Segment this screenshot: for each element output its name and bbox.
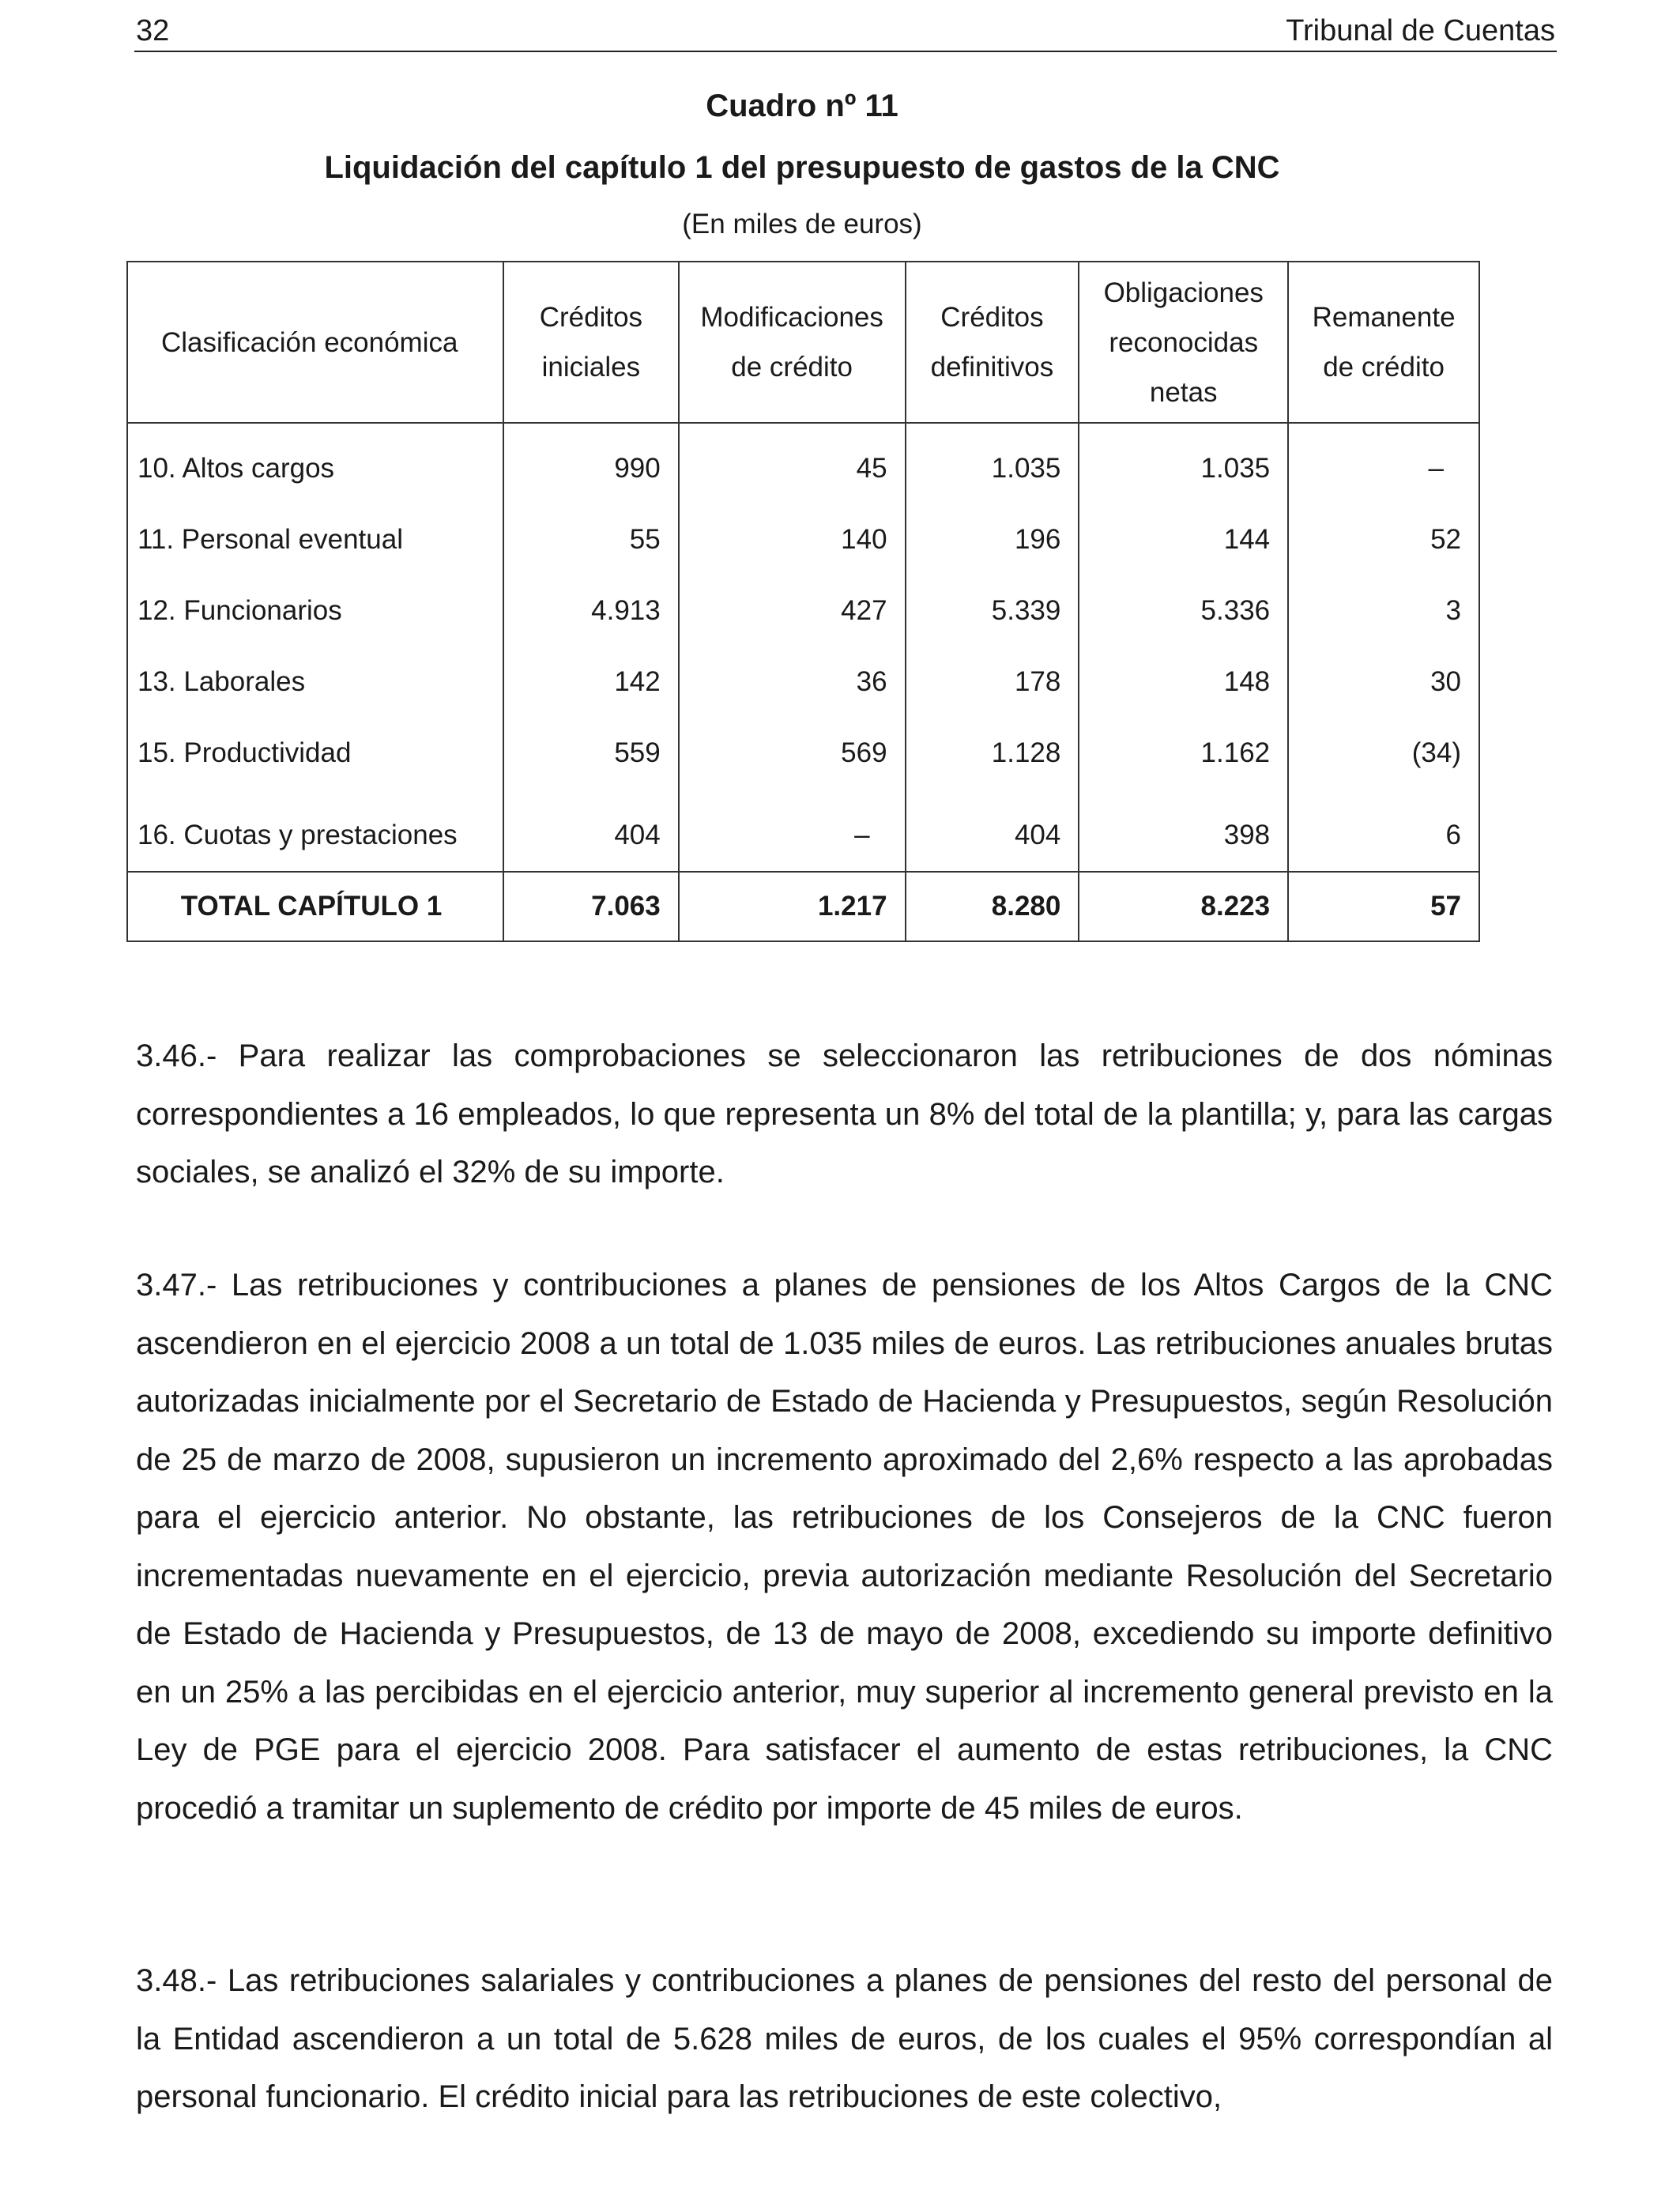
table-cell: 404 <box>503 789 679 872</box>
table-cell: 1.035 <box>1079 423 1288 504</box>
column-header: Clasificación económica <box>127 262 503 423</box>
table-cell: (34) <box>1288 718 1479 789</box>
table-cell: 178 <box>906 647 1079 718</box>
table-cell: 4.913 <box>503 575 679 647</box>
column-header: Remanente de crédito <box>1288 262 1479 423</box>
row-label: 11. Personal eventual <box>127 504 503 575</box>
page-header <box>134 11 1557 52</box>
row-label: 10. Altos cargos <box>127 423 503 504</box>
table-cell: – <box>1288 423 1479 504</box>
table-cell: 5.336 <box>1079 575 1288 647</box>
table-row <box>127 504 1479 575</box>
table-caption-unit: (En miles de euros) <box>682 209 922 239</box>
table-cell: 30 <box>1288 647 1479 718</box>
table-cell: 404 <box>906 789 1079 872</box>
column-header: Créditos iniciales <box>503 262 679 423</box>
table-cell: 1.035 <box>906 423 1079 504</box>
table-cell: 569 <box>679 718 906 789</box>
row-label: 13. Laborales <box>127 647 503 718</box>
table-cell: 559 <box>503 718 679 789</box>
page-number: 32 <box>136 14 170 47</box>
table-cell: 140 <box>679 504 906 575</box>
table-cell: 990 <box>503 423 679 504</box>
table-cell: – <box>679 789 906 872</box>
table-cell: 144 <box>1079 504 1288 575</box>
table-caption-number: Cuadro nº 11 <box>706 89 898 123</box>
table-row <box>127 718 1479 789</box>
running-title: Tribunal de Cuentas <box>1286 14 1555 47</box>
table-row <box>127 575 1479 647</box>
table-cell: 196 <box>906 504 1079 575</box>
paragraph-3-48: 3.48.- Las retribuciones salariales y contribuciones a planes de pensiones del resto del personal de la Entidad ascendieron a un total de 5.628 miles de euros, de los cuales el 95% correspondían al personal funcionario. El crédito inicial para las retribuciones de este colectivo, <box>136 1963 1553 2114</box>
table-cell: 3 <box>1288 575 1479 647</box>
table-row <box>127 647 1479 718</box>
table-cell: 1.162 <box>1079 718 1288 789</box>
paragraph-3-46: 3.46.- Para realizar las comprobaciones se seleccionaron las retribuciones de dos nóminas correspondientes a 16 empleados, lo que representa un 8% del total de la plantilla; y, para las cargas sociales, se analizó el 32% de su importe. <box>136 1039 1553 1189</box>
table-cell: 427 <box>679 575 906 647</box>
table-row <box>127 789 1479 872</box>
table-cell: 45 <box>679 423 906 504</box>
column-header: Obligaciones reconocidas netas <box>1079 262 1288 423</box>
row-label: 12. Funcionarios <box>127 575 503 647</box>
table-cell: 55 <box>503 504 679 575</box>
table-cell: 5.339 <box>906 575 1079 647</box>
table-total-row <box>127 872 1479 941</box>
table-cell: 148 <box>1079 647 1288 718</box>
table-cell: 1.128 <box>906 718 1079 789</box>
table-cell: 398 <box>1079 789 1288 872</box>
column-header: Modificaciones de crédito <box>679 262 906 423</box>
total-label: TOTAL CAPÍTULO 1 <box>127 872 503 941</box>
table-cell: 36 <box>679 647 906 718</box>
table-caption-title: Liquidación del capítulo 1 del presupuesto de gastos de la CNC <box>324 150 1280 185</box>
total-cell: 1.217 <box>679 872 906 941</box>
table-header-row <box>127 262 1479 423</box>
row-label: 15. Productividad <box>127 718 503 789</box>
total-cell: 8.223 <box>1079 872 1288 941</box>
table-cell: 6 <box>1288 789 1479 872</box>
table-cell: 142 <box>503 647 679 718</box>
paragraph-3-47: 3.47.- Las retribuciones y contribuciones a planes de pensiones de los Altos Cargos de la CNC ascendieron en el ejercicio 2008 a un total de 1.035 miles de euros. Las retribuciones anuales brutas autorizadas inicialmente por el Secretario de Estado de Hacienda y Presupuestos, según Resolución de 25 de marzo de 2008, supusieron un incremento aproximado del 2,6% respecto a las aprobadas para el ejercicio anterior. No obstante, las retribuciones de los Consejeros de la CNC fueron incrementadas nuevamente en el ejercicio, previa autorización mediante Resolución del Secretario de Estado de Hacienda y Presupuestos, de 13 de mayo de 2008, excediendo su importe definitivo en un 25% a las percibidas en el ejercicio anterior, muy superior al incremento general previsto en la Ley de PGE para el ejercicio 2008. Para satisfacer el aumento de estas retribuciones, la CNC procedió a tramitar un suplemento de crédito por importe de 45 miles de euros. <box>136 1268 1553 1826</box>
budget-table <box>126 261 1480 942</box>
total-cell: 8.280 <box>906 872 1079 941</box>
table-row <box>127 423 1479 504</box>
total-cell: 57 <box>1288 872 1479 941</box>
table-cell: 52 <box>1288 504 1479 575</box>
row-label: 16. Cuotas y prestaciones <box>127 789 503 872</box>
column-header: Créditos definitivos <box>906 262 1079 423</box>
total-cell: 7.063 <box>503 872 679 941</box>
